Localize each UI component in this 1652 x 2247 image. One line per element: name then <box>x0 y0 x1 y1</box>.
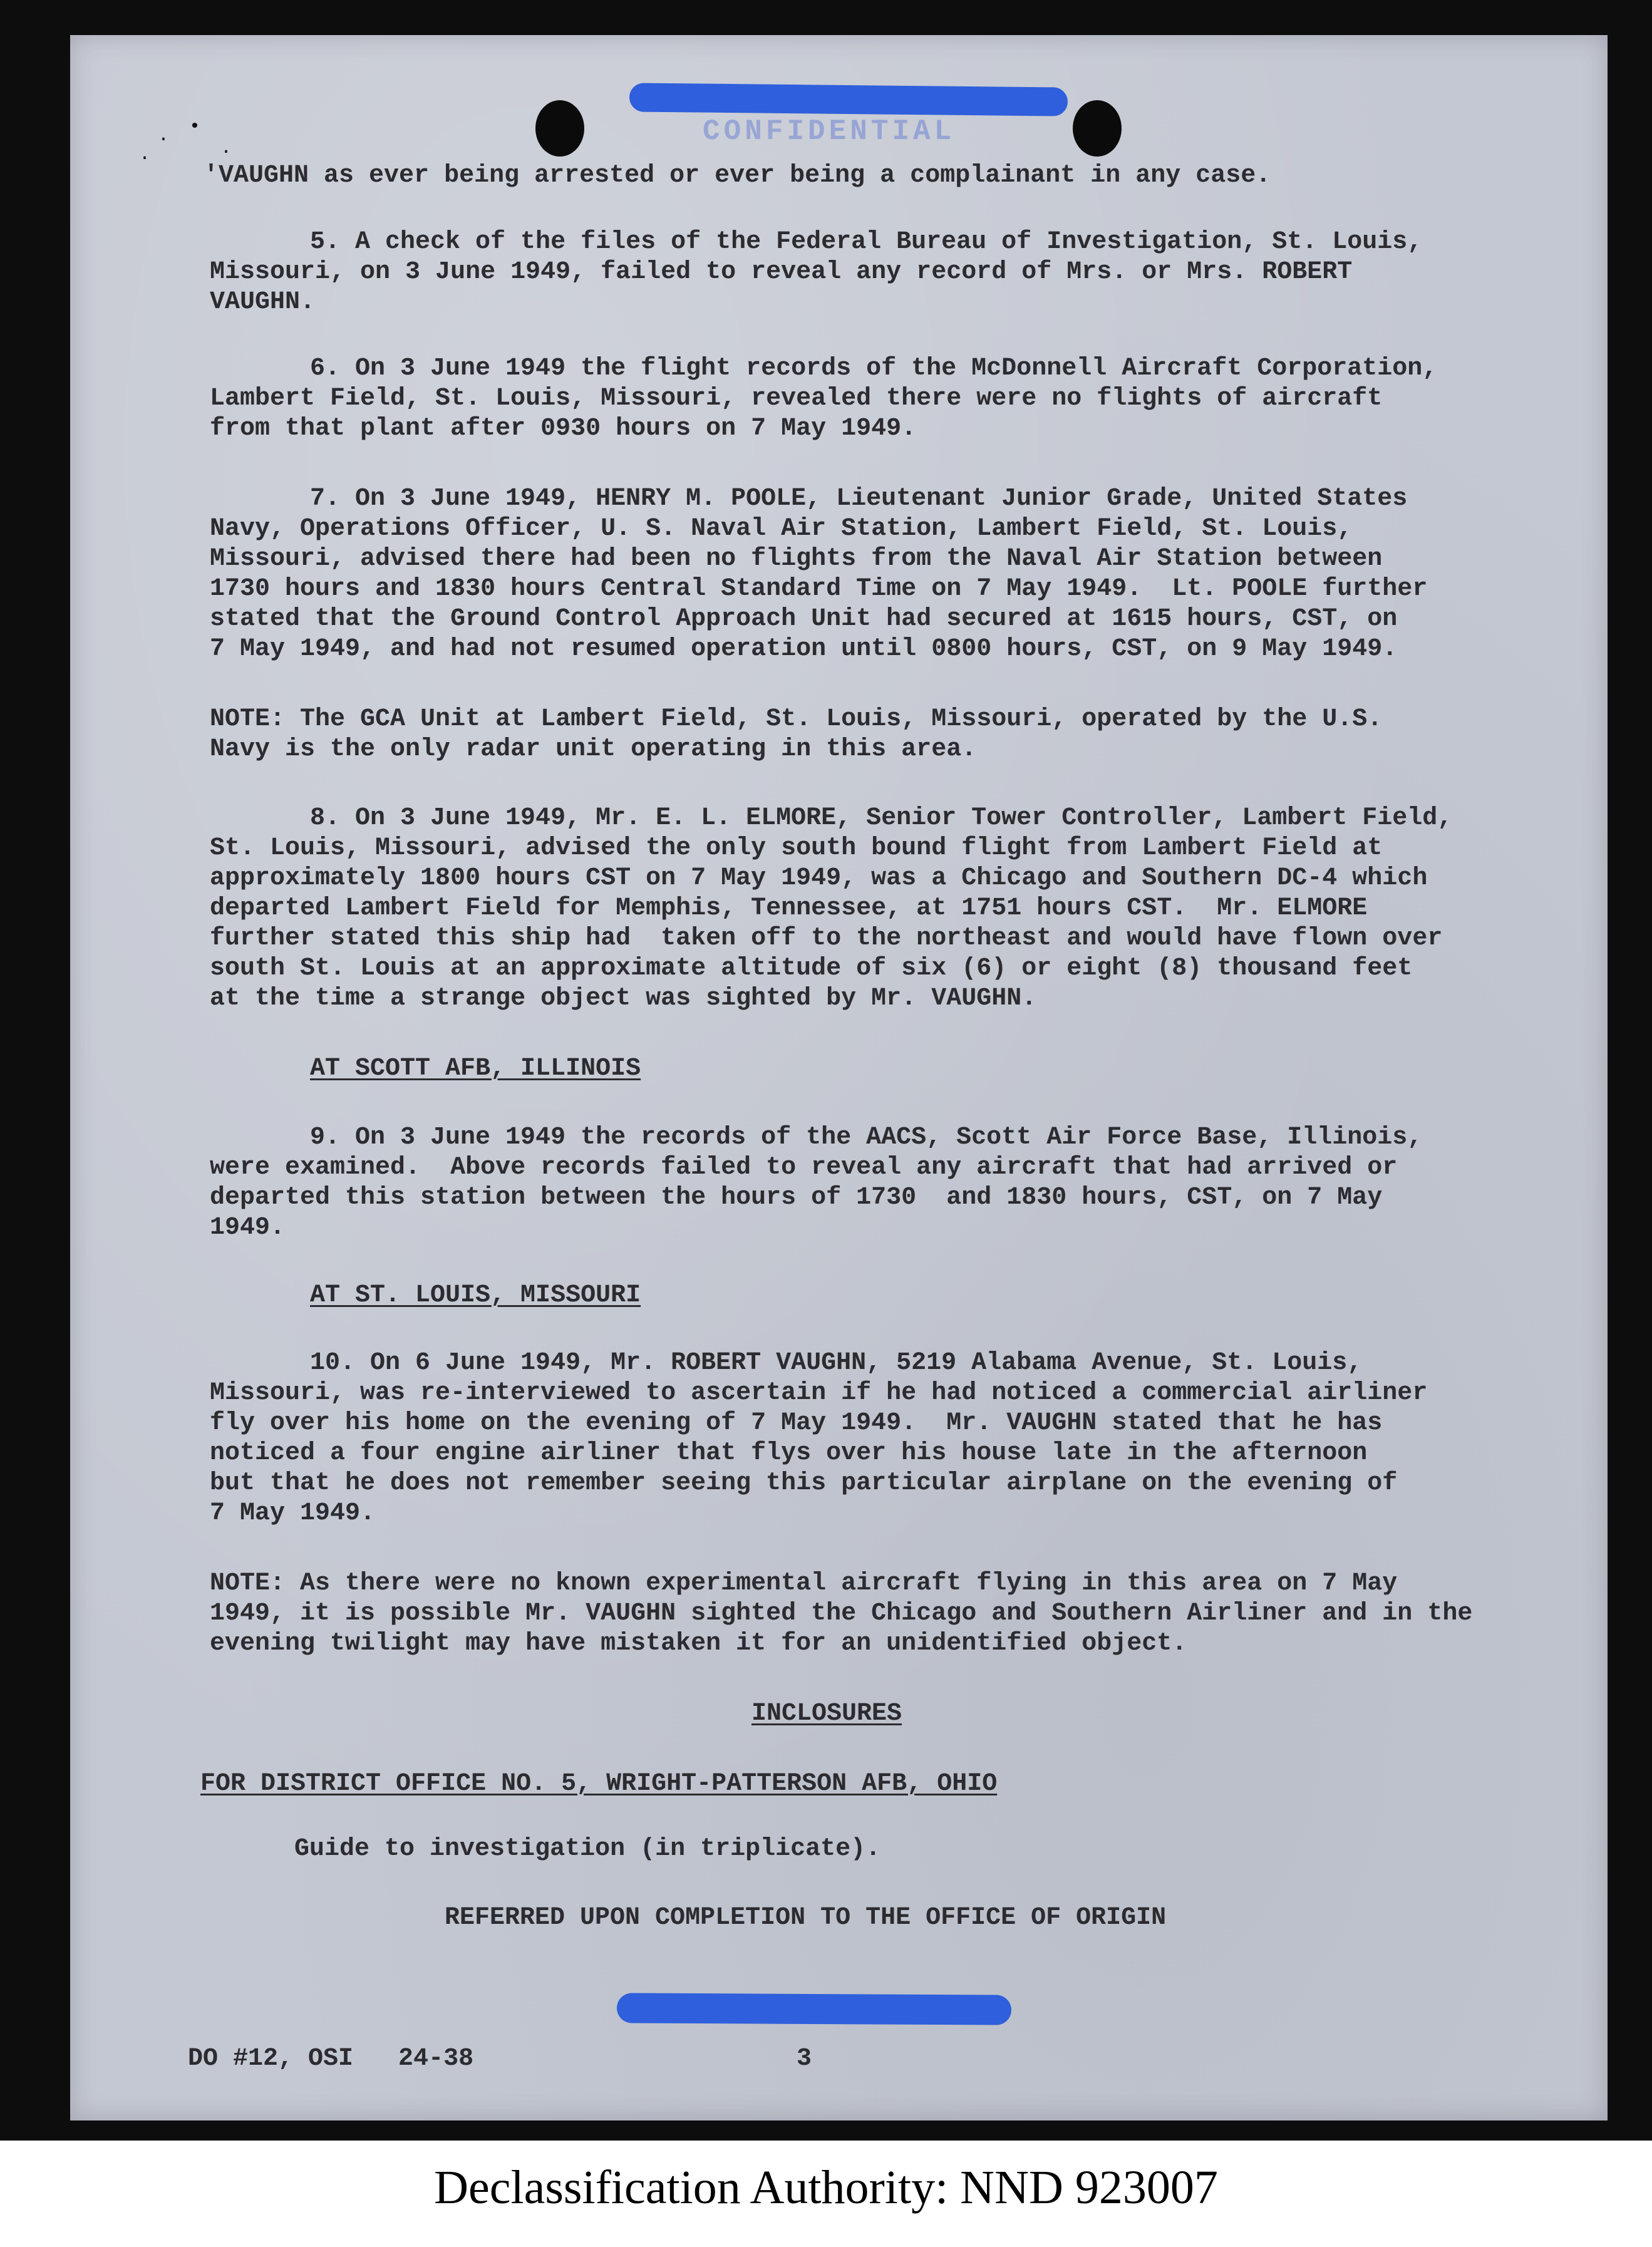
text-line: 'VAUGHN as ever being arrested or ever being a complainant in any case. <box>204 162 1271 190</box>
text-line: evening twilight may have mistaken it for an unidentified object. <box>210 1630 1187 1658</box>
text-line: 1730 hours and 1830 hours Central Standard Time on 7 May 1949. Lt. POOLE further <box>210 575 1428 603</box>
text-line: NOTE: As there were no known experimental aircraft flying in this area on 7 May <box>210 1569 1398 1598</box>
text-line: noticed a four engine airliner that flys over his house late in the afternoon <box>210 1439 1368 1467</box>
text-line: south St. Louis at an approximate altitude of six (6) or eight (8) thousand feet <box>210 954 1413 983</box>
text-line: Lambert Field, St. Louis, Missouri, revealed there were no flights of aircraft <box>210 385 1383 413</box>
text-line: 7 May 1949. <box>210 1499 376 1527</box>
text-line: Missouri, on 3 June 1949, failed to reveal any record of Mrs. or Mrs. ROBERT <box>210 258 1353 286</box>
page-number: 3 <box>797 2045 812 2073</box>
text-line: from that plant after 0930 hours on 7 May 1949. <box>210 415 917 443</box>
redaction-bar-top <box>629 83 1068 116</box>
text-line: departed Lambert Field for Memphis, Tennessee, at 1751 hours CST. Mr. ELMORE <box>210 894 1368 922</box>
file-reference: DO #12, OSI 24-38 <box>188 2045 474 2073</box>
text-line: stated that the Ground Control Approach Unit had secured at 1615 hours, CST, on <box>210 605 1398 633</box>
text-line: departed this station between the hours of 1730 and 1830 hours, CST, on 7 May <box>210 1184 1383 1212</box>
section-heading: INCLOSURES <box>751 1700 902 1728</box>
text-line: Guide to investigation (in triplicate). <box>294 1835 881 1863</box>
text-line: but that he does not remember seeing this particular airplane on the evening of <box>210 1469 1398 1497</box>
text-line: 10. On 6 June 1949, Mr. ROBERT VAUGHN, 5219 Alabama Avenue, St. Louis, <box>310 1349 1363 1377</box>
section-heading: AT SCOTT AFB, ILLINOIS <box>310 1055 641 1083</box>
text-line: REFERRED UPON COMPLETION TO THE OFFICE OF ORIGIN <box>445 1904 1167 1932</box>
text-line: fly over his home on the evening of 7 May 1949. Mr. VAUGHN stated that he has <box>210 1409 1383 1437</box>
text-line: 6. On 3 June 1949 the flight records of the McDonnell Aircraft Corporation, <box>310 354 1438 383</box>
text-line: 9. On 3 June 1949 the records of the AACS, Scott Air Force Base, Illinois, <box>310 1124 1423 1152</box>
text-line: 7 May 1949, and had not resumed operation until 0800 hours, CST, on 9 May 1949. <box>210 635 1398 663</box>
punch-hole-right <box>1073 100 1122 157</box>
text-line: St. Louis, Missouri, advised the only south bound flight from Lambert Field at <box>210 834 1383 862</box>
text-line: 7. On 3 June 1949, HENRY M. POOLE, Lieutenant Junior Grade, United States <box>310 485 1408 513</box>
text-line: Navy, Operations Officer, U. S. Naval Air Station, Lambert Field, St. Louis, <box>210 515 1353 543</box>
section-heading: FOR DISTRICT OFFICE NO. 5, WRIGHT-PATTERSON AFB, OHIO <box>200 1770 998 1798</box>
text-line: VAUGHN. <box>210 288 316 316</box>
confidential-stamp: CONFIDENTIAL <box>703 115 956 148</box>
text-line: 1949. <box>210 1214 286 1242</box>
section-heading: AT ST. LOUIS, MISSOURI <box>310 1281 641 1309</box>
text-line: at the time a strange object was sighted by Mr. VAUGHN. <box>210 984 1037 1013</box>
text-line: Navy is the only radar unit operating in this area. <box>210 735 977 763</box>
punch-hole-left <box>535 100 584 157</box>
redaction-bar-bottom <box>617 1993 1011 2025</box>
text-line: 1949, it is possible Mr. VAUGHN sighted the Chicago and Southern Airliner and in the <box>210 1599 1473 1628</box>
document-page: CONFIDENTIAL · • · · 'VAUGHN as ever being arrested or ever being a complainant in any case. 5. A check of the files of the Federal Bureau of Investigation, St. Louis, Missouri, on 3 June 1949, failed to reveal any record of Mrs. or Mrs. ROBERT VAUGHN. 6. On 3 June 1949 the flight records of the McDonnell Aircraft Corporation, Lambert Field, St. Louis, Missouri, revealed there were no flights of aircraft from that plant after 0930 hours on 7 May 1949. 7. On 3 June 1949, HENRY M. POOLE, Lieutenant Junior Grade, United States Navy, Operations Officer, U. S. Naval Air Station, Lambert Field, St. Louis, Missouri, advised there had been no flights from the Naval Air Station between 1730 hours and 1830 hours Central Standard Time on 7 May 1949. Lt. POOLE further stated that the Ground Control Approach Unit had secured at 1615 hours, CST, on 7 May 1949, and had not resumed operation until 0800 hours, CST, on 9 May 1949. NOTE: The GCA Unit at Lambert Field, St. Louis, Missouri, operated by the U.S. Navy is the only radar unit operating in this area. 8. On 3 June 1949, Mr. E. L. ELMORE, Senior Tower Controller, Lambert Field, St. Louis, Missouri, advised the only south bound flight from Lambert Field at approximately 1800 hours CST on 7 May 1949, was a Chicago and Southern DC-4 which departed Lambert Field for Memphis, Tennessee, at 1751 hours CST. Mr. ELMORE further stated this ship had taken off to the northeast and would have flown over south St. Louis at an approximate altitude of six (6) or eight (8) thousand feet at the time a strange object was sighted by Mr. VAUGHN. AT SCOTT AFB, ILLINOIS 9. On 3 June 1949 the records of the AACS, Scott Air Force Base, Illinois, were examined. Above records failed to reveal any aircraft that had arrived or departed this station between the hours of 1730 and 1830 hours, CST, on 7 May 1949. AT ST. LOUIS, MISSOURI 10. On 6 June 1949, Mr. ROBERT VAUGHN, 5219 Alabama Avenue, St. Louis, Missouri, was re-interviewed to ascertain if he had noticed a commercial airliner fly over his home on the evening of 7 May 1949. Mr. VAUGHN stated that he has noticed a four engine airliner that flys over his house late in the afternoon but that he does not remember seeing this particular airplane on the evening of 7 May 1949. NOTE: As there were no known experimental aircraft flying in this area on 7 May 1949, it is possible Mr. VAUGHN sighted the Chicago and Southern Airliner and in the evening twilight may have mistaken it for an unidentified object. INCLOSURES FOR DISTRICT OFFICE NO. 5, WRIGHT-PATTERSON AFB, OHIO Guide to investigation (in triplicate). REFERRED UPON COMPLETION TO THE OFFICE OF ORIGIN DO #12, OSI 24-38 3 <box>70 35 1608 2120</box>
text-line: Missouri, advised there had been no flights from the Naval Air Station between <box>210 545 1383 573</box>
text-line: 8. On 3 June 1949, Mr. E. L. ELMORE, Senior Tower Controller, Lambert Field, <box>310 804 1453 832</box>
text-line: 5. A check of the files of the Federal Bureau of Investigation, St. Louis, <box>310 228 1423 256</box>
text-line: approximately 1800 hours CST on 7 May 1949, was a Chicago and Southern DC-4 which <box>210 864 1428 892</box>
declassification-caption: Declassification Authority: NND 923007 <box>434 2161 1218 2214</box>
text-line: Missouri, was re-interviewed to ascertain if he had noticed a commercial airliner <box>210 1379 1428 1407</box>
text-line: NOTE: The GCA Unit at Lambert Field, St. Louis, Missouri, operated by the U.S. <box>210 705 1383 733</box>
text-line: further stated this ship had taken off to the northeast and would have flown over <box>210 924 1443 953</box>
text-line: were examined. Above records failed to reveal any aircraft that had arrived or <box>210 1154 1398 1182</box>
